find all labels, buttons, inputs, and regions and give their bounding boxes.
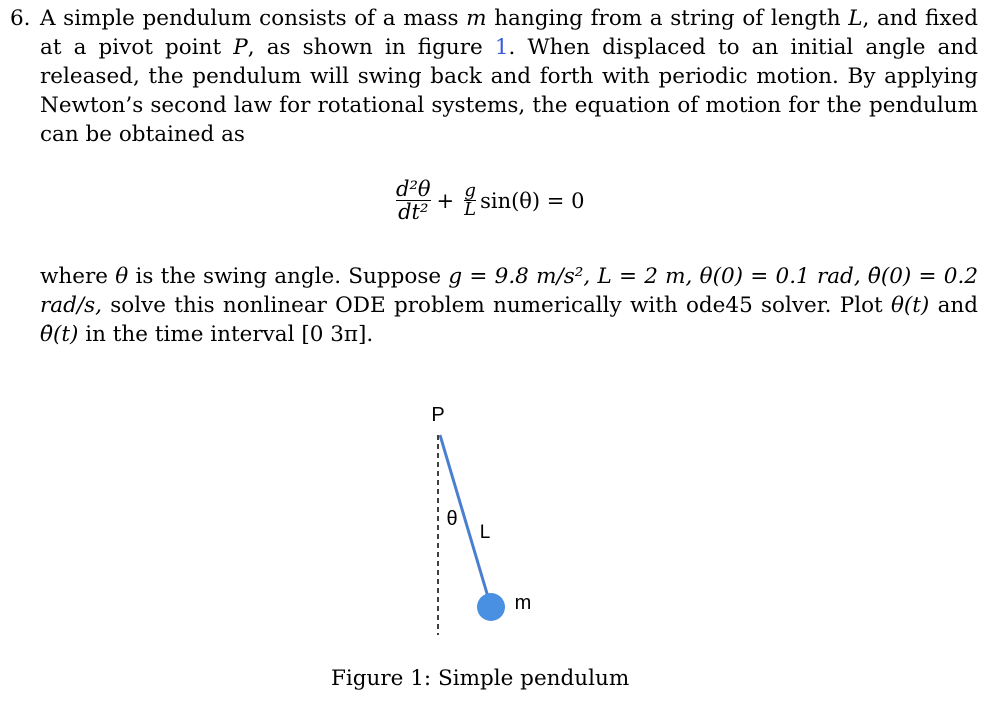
theta-of-t: θ(t) — [890, 293, 930, 318]
pivot-symbol: P — [233, 35, 248, 60]
pivot-label: P — [431, 404, 445, 426]
text: in the time interval [0 3π]. — [85, 322, 374, 347]
text: where — [40, 264, 108, 289]
intro-text: . When displaced to an initial angle and released, the pendulum will swing back and forth with periodic motion. By applying Newton’s second law for rotational systems, the equation of motion for the pendulum can be obtained as — [40, 35, 978, 147]
intro-text: hanging from a string of length — [494, 6, 841, 31]
denominator: L — [464, 199, 477, 220]
mass-symbol: m — [466, 6, 487, 31]
g-over-L — [464, 182, 476, 219]
mass-label: m — [514, 592, 532, 614]
text: solve this nonlinear ODE problem numerically with ode45 solver. Plot — [110, 293, 883, 318]
plus-sign: + — [436, 188, 455, 213]
thetadot-of-t: θ̇(t) — [40, 322, 79, 347]
equation-of-motion — [396, 178, 584, 223]
problem-conditions — [40, 262, 978, 349]
length-label: L — [479, 522, 491, 543]
intro-text: , as shown in figure — [247, 35, 483, 60]
figure-caption: Figure 1: Simple pendulum — [331, 666, 630, 691]
intro-text: A simple pendulum consists of a mass — [40, 6, 459, 31]
intro-text: , and fixed at a pivot point — [40, 6, 978, 60]
pendulum-figure — [400, 395, 580, 645]
text: and — [937, 293, 979, 318]
pendulum-bob — [477, 593, 505, 621]
initial-angle: θ(0) = 0.1 rad, — [699, 264, 861, 289]
angle-label: θ — [446, 508, 458, 530]
numerator: d²θ — [396, 177, 431, 201]
gravity-value: g = 9.8 m/s², — [448, 264, 591, 289]
problem-number: 6. — [10, 6, 31, 31]
second-derivative — [396, 178, 431, 223]
length-symbol: L — [848, 6, 863, 31]
figure-link[interactable]: 1 — [494, 35, 509, 60]
initial-velocity: θ̇(0) = 0.2 rad/s, — [40, 264, 978, 318]
problem-intro — [40, 4, 978, 149]
denominator: dt² — [398, 200, 429, 224]
sine-term: sin(θ) = 0 — [480, 188, 585, 213]
numerator: g — [464, 180, 476, 201]
length-value: L = 2 m, — [597, 264, 693, 289]
problem-statement — [10, 4, 978, 149]
text: is the swing angle. Suppose — [135, 264, 442, 289]
theta-symbol: θ — [115, 264, 129, 289]
